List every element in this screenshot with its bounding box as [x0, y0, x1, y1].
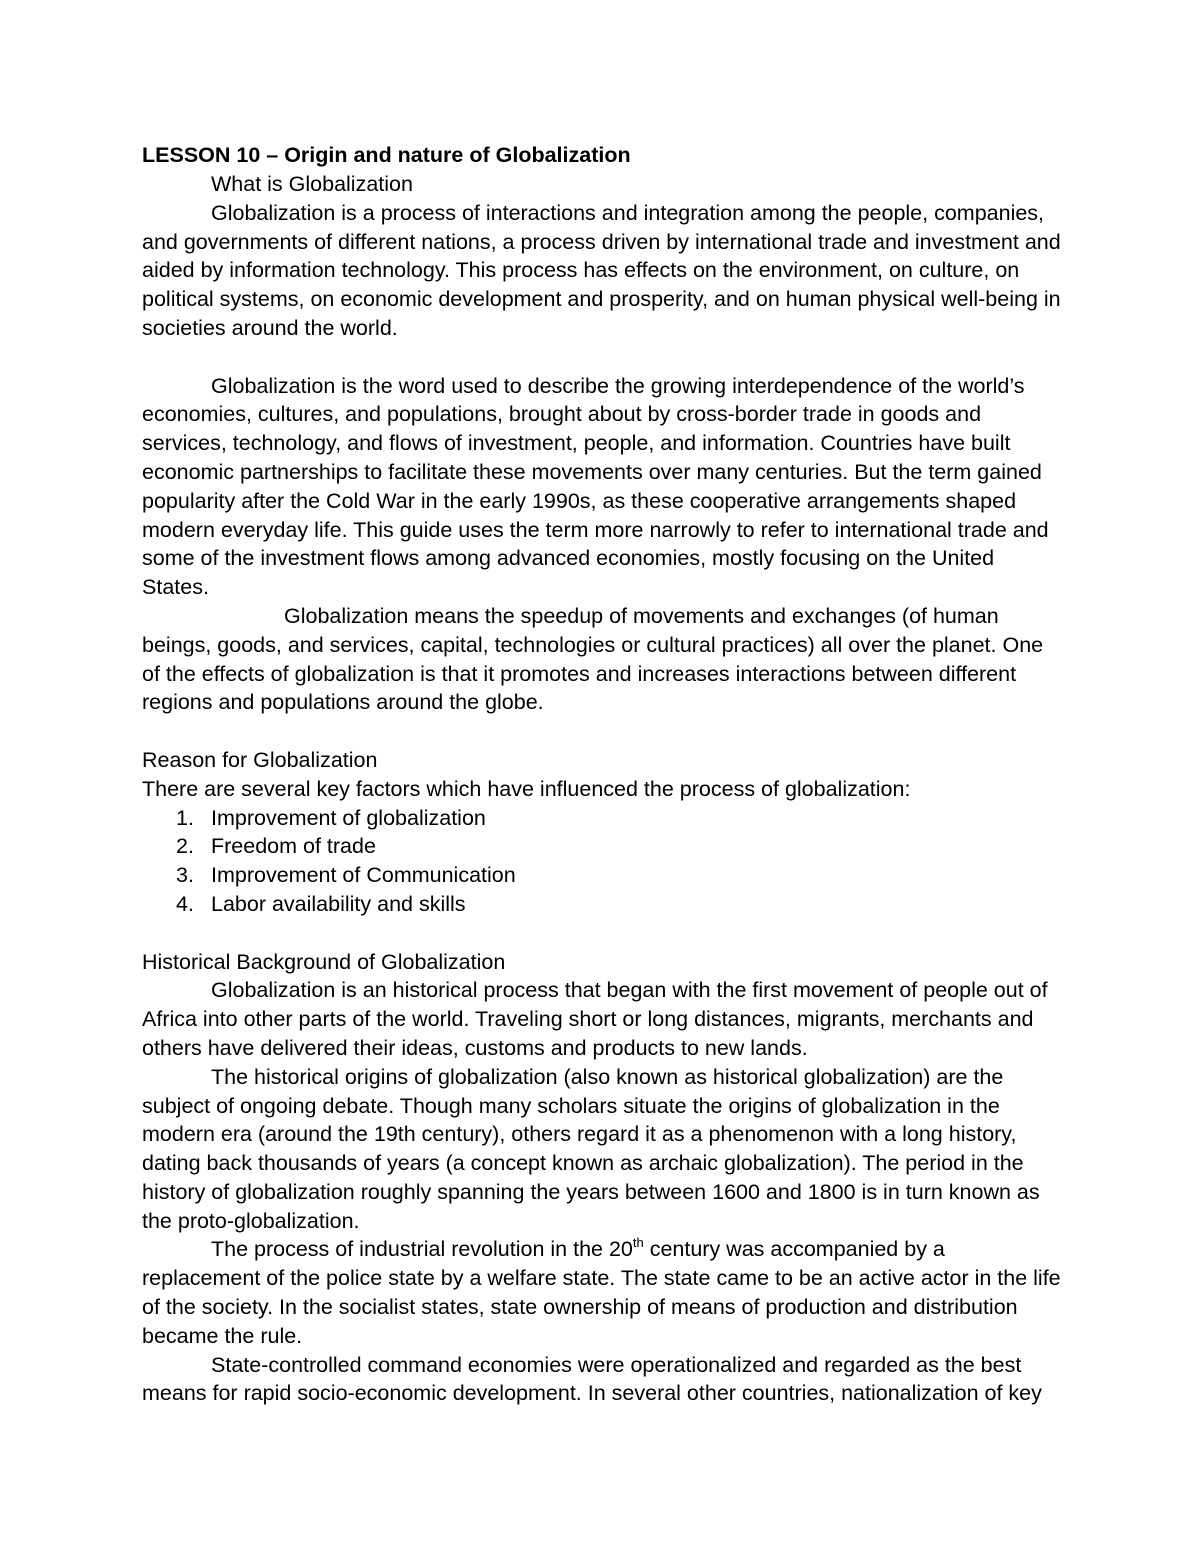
- list-number: 4.: [176, 891, 194, 916]
- paragraph-history-2: The historical origins of globalization (also known as historical globalization) are the subject of ongoing debate. Though many scholars situate the origins of globalization in the modern era (around the 19th century), others regard it as a phenomenon with a long history, dating back thousands of years (a concept known as archaic globalization). The period in the history of globalization roughly spanning the years between 1600 and 1800 is in turn known as the proto-globalization.: [142, 1064, 1040, 1233]
- paragraph-definition-2: Globalization is the word used to describe the growing interdependence of the world’s economies, cultures, and populations, brought about by cross-border trade in goods and services, technology, and flows of investment, people, and information. Countries have built economic partnerships to facilitate these movements over many centuries. But the term gained popularity after the Cold War in the early 1990s, as these cooperative arrangements shaped modern everyday life. This guide uses the term more narrowly to refer to international trade and some of the investment flows among advanced economies, mostly focusing on the United States.: [142, 373, 1049, 600]
- list-number: 3.: [176, 863, 194, 888]
- reasons-intro: There are several key factors which have influenced the process of globalization:: [142, 776, 911, 801]
- list-item: [142, 861, 1062, 890]
- section-heading-what-is: What is Globalization: [211, 172, 413, 196]
- history-3-text-after: century was accompanied by a replacement of the police state by a welfare state. The state came to be an active actor in the life of the society. In the socialist states, state ownership of means of production and distribution became the rule.: [142, 1237, 1061, 1348]
- paragraph-definition-3: Globalization means the speedup of movements and exchanges (of human beings, goods, and services, capital, technologies or cultural practices) all over the planet. One of the effects of globalization is that it promotes and increases interactions between different regions and populations around the globe.: [142, 603, 1044, 715]
- list-item: [142, 804, 1062, 833]
- list-number: 2.: [176, 834, 194, 859]
- paragraph-history-1: Globalization is an historical process that began with the first movement of people out of Africa into other parts of the world. Traveling short or long distances, migrants, merchants and others have delivered their ideas, customs and products to new lands.: [142, 978, 1048, 1060]
- reasons-list: [142, 804, 1062, 919]
- list-item-text: Freedom of trade: [211, 834, 376, 859]
- history-3-text-before: The process of industrial revolution in the 20: [211, 1237, 633, 1262]
- superscript-ordinal: th: [632, 1235, 644, 1251]
- list-item-text: Improvement of Communication: [211, 863, 516, 888]
- document-page: [142, 140, 1062, 1408]
- spacer: [142, 919, 1062, 948]
- paragraph-history-4: State-controlled command economies were operationalized and regarded as the best means for rapid socio-economic development. In several other countries, nationalization of key: [142, 1352, 1042, 1406]
- list-item: [142, 832, 1062, 861]
- paragraph-history-3: [142, 1235, 1062, 1350]
- spacer: [142, 717, 1062, 746]
- section-heading-history: Historical Background of Globalization: [142, 949, 506, 974]
- list-item: [142, 890, 1062, 919]
- lesson-title: LESSON 10 – Origin and nature of Globalization: [142, 143, 631, 167]
- paragraph-definition-1: Globalization is a process of interactions and integration among the people, companies, and governments of different nations, a process driven by international trade and investment and aided by information technology. This process has effects on the environment, on culture, on political systems, on economic development and prosperity, and on human physical well-being in societies around the world.: [142, 200, 1061, 340]
- spacer: [142, 343, 1062, 372]
- list-item-text: Improvement of globalization: [211, 805, 486, 830]
- list-number: 1.: [176, 805, 194, 830]
- section-heading-reasons: Reason for Globalization: [142, 747, 378, 772]
- list-item-text: Labor availability and skills: [211, 891, 466, 916]
